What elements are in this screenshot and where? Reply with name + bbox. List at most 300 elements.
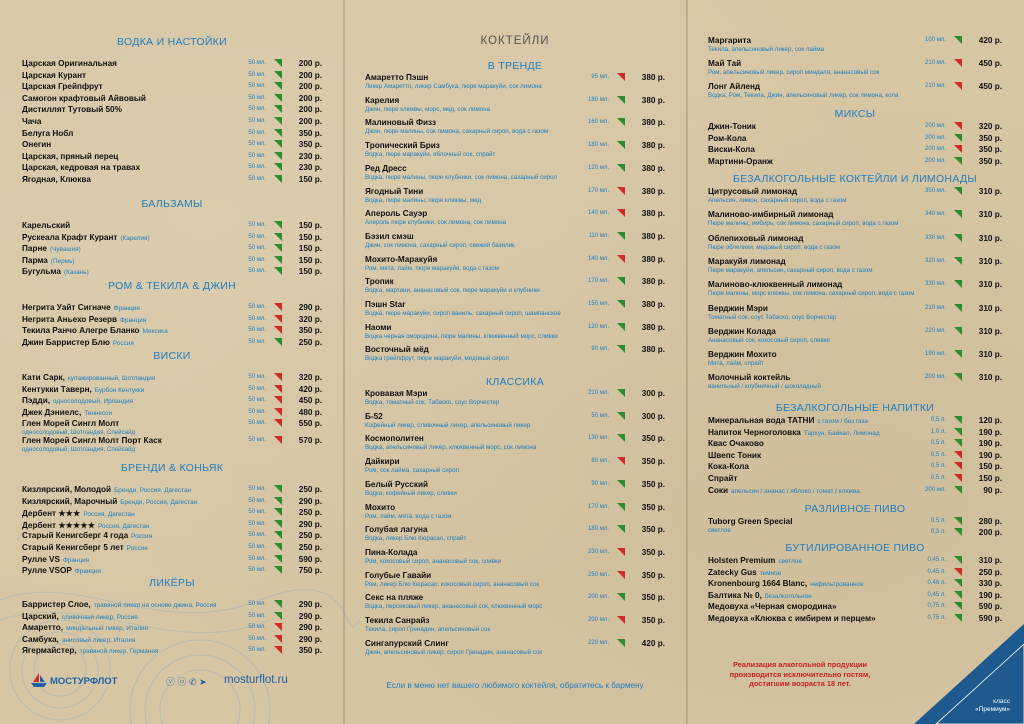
red-triangle-icon (954, 82, 962, 90)
red-triangle-icon (274, 436, 282, 444)
item-name-text: Рулле VS (22, 554, 60, 564)
item-volume: 50 мл. (248, 245, 266, 252)
item-name (22, 267, 89, 276)
item-name (365, 277, 394, 286)
item-price: 750 р. (298, 566, 322, 576)
green-triangle-icon (274, 105, 282, 113)
red-triangle-icon (274, 385, 282, 393)
item-name-text: Царская Оригинальная (22, 59, 117, 68)
item-origin: Россия (131, 533, 153, 541)
item-name-text: Малиново-имбирный лимонад (708, 210, 834, 220)
item-name-text: Старый Кенигсберг 4 года (22, 531, 129, 541)
item-price: 250 р. (298, 485, 322, 494)
item-origin: нефильтрованное (810, 581, 864, 589)
ship-logo-icon (30, 672, 48, 688)
class-label (975, 698, 1010, 714)
item-price: 350 р. (641, 525, 665, 535)
red-triangle-icon (954, 451, 962, 459)
item-volume: 110 мл. (588, 232, 609, 239)
item-name-text: Tuborg Green Special (708, 517, 793, 526)
item-name-text: Май Тай (708, 59, 742, 68)
item-price: 350 р. (978, 156, 1002, 166)
item-volume: 50 мл. (248, 624, 266, 631)
item-name (22, 256, 75, 265)
item-name (708, 187, 797, 196)
item-description: Томатный сок, соус Табаско, соус Ворчестер (708, 313, 837, 321)
item-volume: 200 мл. (925, 486, 946, 493)
item-description: Мята, лайм, спрайт (708, 360, 764, 368)
item-volume: 50 мл. (248, 106, 266, 113)
green-triangle-icon (954, 350, 962, 358)
item-name-text: Глен Морей Сингл Молт Порт Каск (22, 435, 162, 445)
item-price: 90 р. (983, 485, 1002, 495)
item-volume: 50 мл. (248, 83, 266, 90)
item-price: 120 р. (978, 416, 1002, 425)
item-volume: 330 мл. (925, 281, 946, 288)
telegram-icon[interactable]: ➤ (199, 677, 207, 687)
section-title: БЕЗАЛКОГОЛЬНЫЕ НАПИТКИ (775, 402, 935, 414)
item-name-text: Сингапурский Слинг (365, 638, 449, 648)
item-origin: сливочный ликер, Россия (61, 613, 138, 621)
item-volume: 200 мл. (925, 374, 946, 381)
item-description: Джин, пюре малины, сок лимона, сахарный сироп, вода с газом (365, 128, 549, 136)
item-name-text: Маракуйя лимонад (708, 256, 786, 266)
item-volume: 50 мл. (248, 601, 266, 607)
green-triangle-icon (617, 141, 625, 149)
item-name (22, 140, 51, 149)
item-origin: Франция (120, 316, 147, 324)
item-price: 150 р. (298, 255, 322, 265)
green-triangle-icon (274, 71, 282, 79)
item-price: 350 р. (641, 616, 665, 625)
item-name (365, 639, 449, 648)
item-origin: Россия, Дагестан (98, 522, 150, 530)
item-volume: 50 мл. (248, 532, 266, 539)
green-triangle-icon (954, 428, 962, 436)
item-price: 310 р. (978, 556, 1002, 565)
item-price: 230 р. (298, 151, 322, 161)
red-triangle-icon (274, 396, 282, 404)
red-triangle-icon (954, 122, 962, 130)
section-title: РАЗЛИВНОЕ ПИВО (804, 503, 906, 515)
item-name-text: Ягодный Тини (365, 186, 424, 196)
bartender-note: Если в меню нет вашего любимого коктейля, обратитесь к бармену (386, 681, 644, 690)
red-triangle-icon (954, 568, 962, 576)
item-name (22, 508, 135, 518)
item-name-text: Кизлярский, Марочный (22, 496, 118, 506)
item-volume: 90 мл. (591, 480, 609, 487)
item-price: 590 р. (978, 602, 1002, 612)
green-triangle-icon (954, 280, 962, 288)
item-name-text: Джин-Тоник (708, 122, 756, 131)
green-triangle-icon (954, 304, 962, 312)
item-name (22, 105, 122, 114)
green-triangle-icon (274, 59, 282, 67)
item-price: 300 р. (641, 411, 665, 421)
item-volume: 210 мл. (925, 60, 946, 66)
item-name (365, 164, 407, 173)
item-name-text: Самбука, (22, 634, 59, 644)
item-name-text: Карелия (365, 95, 400, 105)
item-volume: 120 мл. (588, 164, 609, 171)
item-name (365, 73, 428, 82)
item-origin: Теннесси (84, 409, 112, 417)
item-description: Водка, пюре маракуйи, яблочный сок, спрайт (365, 151, 496, 159)
item-name-text: Бугульма (22, 267, 61, 277)
green-triangle-icon (954, 614, 962, 622)
item-name-text: Верджин Мэри (708, 303, 768, 313)
item-name (365, 96, 399, 105)
item-description: ванильный / клубничный / шоколадный (708, 383, 821, 391)
item-price: 380 р. (641, 209, 665, 219)
item-name (708, 327, 776, 336)
item-name-text: Текила Санрайз (365, 616, 430, 625)
section-title: В ТРЕНДЕ (487, 60, 543, 72)
red-triangle-icon (954, 474, 962, 482)
item-volume: 120 мл. (588, 323, 609, 330)
ok-icon[interactable]: ⓞ (177, 677, 187, 687)
item-volume: 50 мл. (248, 71, 266, 78)
green-triangle-icon (617, 525, 625, 533)
item-name-text: Мохито-Маракуйя (365, 254, 438, 264)
item-name-text: Рускеала Крафт Курант (22, 232, 118, 242)
item-volume: 200 мл. (588, 594, 609, 601)
red-triangle-icon (274, 623, 282, 631)
item-price: 320 р. (298, 314, 322, 324)
item-volume: 330 мл. (925, 234, 946, 241)
red-triangle-icon (954, 59, 962, 67)
item-name (365, 616, 429, 625)
green-triangle-icon (954, 579, 962, 587)
green-triangle-icon (617, 232, 625, 240)
green-triangle-icon (954, 327, 962, 335)
item-volume: 50 мл. (248, 520, 266, 527)
item-name (22, 485, 191, 494)
section-title: БЕЗАЛКОГОЛЬНЫЕ КОКТЕЙЛИ И ЛИМОНАДЫ (733, 173, 977, 185)
item-name-text: Наоми (365, 322, 392, 332)
item-price: 350 р. (641, 547, 665, 557)
item-name-text: Белый Русский (365, 479, 429, 489)
item-price: 350 р. (641, 434, 665, 444)
red-triangle-icon (274, 408, 282, 416)
green-triangle-icon (617, 503, 625, 511)
item-volume: 210 мл. (925, 83, 946, 89)
item-name-text: Кентукки Таверн, (22, 384, 92, 394)
item-volume: 50 мл. (248, 152, 266, 159)
section-title: МИКСЫ (834, 108, 876, 120)
item-name-text: Царская, кедровая на травах (22, 163, 141, 173)
item-price: 310 р. (978, 280, 1002, 290)
item-name-text: Напиток Черноголовка (708, 427, 801, 437)
item-name (22, 436, 162, 445)
item-description: Водка, персиковый ликер, ананасовый сок, клюквенный морс (365, 603, 543, 611)
item-volume: 50 мл. (248, 338, 266, 345)
item-price: 150 р. (298, 232, 322, 242)
vk-icon[interactable]: ⓥ (166, 677, 176, 687)
column-spirits (22, 0, 322, 724)
column-cocktails (365, 0, 665, 724)
item-name-text: Самогон крафтовый Айвовый (22, 93, 146, 103)
item-name (365, 118, 436, 127)
item-name-text: Джек Дэниелс, (22, 407, 82, 417)
green-triangle-icon (274, 117, 282, 125)
item-volume: 95 мл. (591, 74, 609, 80)
item-origin: травяной ликер, Германия (79, 648, 159, 656)
item-origin: Мексика (142, 328, 168, 336)
green-triangle-icon (274, 163, 282, 171)
green-triangle-icon (954, 36, 962, 44)
item-volume: 50 мл. (248, 497, 266, 504)
item-description: Водка, апельсиновый ликер, клюквенный морс, сок лимона (365, 444, 537, 452)
item-name (708, 134, 746, 143)
item-name (708, 451, 761, 460)
item-name (22, 385, 144, 394)
fold-line (686, 0, 688, 724)
item-volume: 140 мл. (588, 210, 609, 217)
item-volume: 0,3 л. (930, 529, 946, 535)
green-triangle-icon (617, 96, 625, 104)
item-description: Водка, мартини, ананасовый сок, пюре маракуйи и клубники (365, 287, 540, 295)
item-origin: Франция (62, 556, 90, 564)
section-title: ВИСКИ (153, 350, 191, 362)
item-name-text: Пэдди, (22, 396, 51, 406)
item-name-text: Holsten Premium (708, 556, 776, 565)
item-price: 380 р. (641, 73, 665, 82)
item-name (365, 457, 400, 466)
green-triangle-icon (274, 566, 282, 574)
item-price: 290 р. (298, 623, 322, 633)
item-volume: 0,5 л. (930, 475, 946, 481)
item-volume: 50 мл. (248, 509, 266, 516)
item-price: 230 р. (298, 163, 322, 173)
item-price: 590 р. (978, 614, 1002, 623)
section-title: БАЛЬЗАМЫ (141, 198, 203, 210)
item-name-text: Амаретто Пэшн (365, 73, 429, 82)
item-name (708, 257, 786, 266)
item-name-text: Чача (22, 117, 42, 126)
item-name (708, 517, 792, 526)
item-name (22, 612, 138, 621)
item-name-text: Царская Грейпфрут (22, 82, 103, 92)
item-price: 350 р. (641, 502, 665, 512)
item-volume: 0,75 л. (927, 615, 946, 621)
item-price: 350 р. (978, 145, 1002, 155)
item-price: 190 р. (978, 450, 1002, 460)
item-description: Ром, лайм, мята, вода с газом (365, 512, 452, 520)
item-description: Пюре маракуйи, апельсин, сахарный сироп, вода с газом (708, 266, 873, 274)
green-triangle-icon (274, 497, 282, 505)
item-name (365, 232, 414, 241)
green-triangle-icon (617, 593, 625, 601)
item-name (22, 163, 140, 172)
item-volume: 50 мл. (248, 408, 266, 415)
item-name-text: Голубая лагуна (365, 525, 428, 535)
item-name-text: Б-52 (365, 411, 383, 421)
item-name-text: Мартини-Оранж (708, 156, 773, 166)
item-name-text: Тропик (365, 277, 394, 287)
item-name-text: Старый Кенигсберг 5 лет (22, 543, 124, 552)
item-volume: 50 мл. (248, 315, 266, 322)
red-triangle-icon (617, 73, 625, 81)
item-name-text: Глен Морей Сингл Молт (22, 419, 120, 429)
green-triangle-icon (274, 555, 282, 563)
item-origin: анисовый ликер, Италия (61, 636, 136, 644)
item-origin: Россия, Дагестан (83, 511, 135, 519)
item-name-text: Дербент ★★★★★ (22, 520, 96, 530)
item-name (22, 543, 148, 552)
green-triangle-icon (617, 323, 625, 331)
green-triangle-icon (274, 267, 282, 275)
item-name-text: Негрита Уайт Сигначе (22, 303, 111, 312)
item-name-text: Молочный коктейль (708, 373, 791, 383)
item-price: 190 р. (978, 439, 1002, 449)
item-name (22, 82, 103, 91)
item-volume: 200 мл. (925, 146, 946, 153)
item-name-text: Пэшн Star (365, 300, 406, 309)
item-origin: безалкогольное (764, 592, 812, 600)
item-price: 150 р. (978, 474, 1002, 483)
item-origin: (Пермь) (50, 257, 75, 265)
item-price: 250 р. (298, 508, 322, 518)
item-origin: Бурбон Кентукки (94, 386, 145, 394)
item-name (22, 221, 70, 230)
item-name-text: Белуга Нобл (22, 128, 74, 138)
item-name (22, 129, 73, 138)
item-volume: 170 мл. (588, 503, 609, 510)
item-price: 380 р. (641, 345, 665, 355)
item-name-text: Zatecky Gus (708, 567, 757, 577)
item-volume: 0,45 л. (927, 591, 946, 598)
item-name-text: Текила Ранчо Алегре Бланко (22, 326, 140, 336)
item-name (708, 579, 864, 588)
item-price: 310 р. (978, 256, 1002, 266)
item-name (708, 439, 764, 448)
item-volume: 0,46 л. (927, 580, 946, 587)
green-triangle-icon (274, 94, 282, 102)
item-description: Ром, мята, лайм, пюре маракуйи, вода с газом (365, 264, 499, 272)
item-name (708, 234, 803, 243)
item-name (708, 428, 880, 437)
item-name (708, 556, 802, 565)
item-name-text: Парне (22, 244, 47, 254)
item-price: 200 р. (298, 117, 322, 126)
item-price: 290 р. (298, 496, 322, 506)
item-description: Ром, ликер Блю Кюрасао, кокосовый сироп, ананасовый сок (365, 580, 540, 588)
green-triangle-icon (274, 600, 282, 608)
section-title: БРЕНДИ & КОНЬЯК (120, 462, 224, 474)
item-price: 420 р. (298, 384, 322, 394)
green-triangle-icon (274, 508, 282, 516)
item-price: 350 р. (298, 140, 322, 150)
brand-name: МОСТУРФЛОТ (50, 676, 118, 687)
item-price: 250 р. (978, 567, 1002, 577)
item-name-text: Балтика № 0, (708, 590, 762, 600)
green-triangle-icon (274, 244, 282, 252)
item-name-text: Квас Очаково (708, 439, 764, 449)
item-description: светлое (708, 527, 731, 534)
red-triangle-icon (617, 209, 625, 217)
item-name (365, 525, 428, 534)
item-name-text: Цитрусовый лимонад (708, 187, 798, 196)
green-triangle-icon (274, 485, 282, 493)
red-triangle-icon (617, 616, 625, 624)
item-price: 320 р. (978, 122, 1002, 131)
item-description: Водка, кофейный ликер, сливки (365, 489, 457, 497)
item-volume: 50 мл. (248, 176, 266, 182)
red-triangle-icon (274, 635, 282, 643)
item-name (22, 531, 152, 540)
green-triangle-icon (274, 612, 282, 620)
item-name-text: Царский, (22, 611, 59, 621)
item-description: Текила, сироп Гренадин, апельсиновый сок (365, 626, 491, 633)
item-description: Водка черная смородина, пюре малины, клюквенный морс, сливки (365, 332, 558, 340)
item-name-text: Барристер Слое, (22, 600, 91, 609)
item-name-text: Апероль Сауэр (365, 209, 428, 219)
item-name (22, 233, 150, 242)
alcohol-note-line: производится исключительно гостям, (729, 669, 871, 679)
item-price: 250 р. (298, 543, 322, 552)
item-volume: 350 мл. (925, 188, 946, 194)
item-price: 380 р. (641, 186, 665, 196)
item-description: Пюре малины, морс клюквы, сок лимона, сахарный сироп, вода с газом (708, 290, 915, 298)
item-price: 320 р. (298, 373, 322, 382)
item-price: 450 р. (978, 59, 1002, 68)
item-origin: Россия (126, 545, 148, 552)
item-origin: миндальный ликер, Италия (66, 625, 148, 633)
item-name (365, 255, 437, 264)
item-price: 420 р. (641, 638, 665, 648)
item-name-text: Тропический Бриз (365, 141, 440, 151)
item-description: Джин, пюре клюквы, морс, мед, сок лимона (365, 105, 491, 113)
item-name (708, 82, 760, 91)
item-price: 200 р. (298, 70, 322, 80)
item-volume: 50 мл. (591, 412, 609, 419)
item-volume: 50 мл. (248, 327, 266, 334)
item-name (365, 323, 391, 332)
item-name-text: Ягермайстер, (22, 646, 77, 656)
item-description: Текила, апельсиновый ликер, сок лайма (708, 46, 825, 53)
item-price: 420 р. (978, 36, 1002, 45)
item-volume: 0,5 л. (930, 417, 946, 423)
item-volume: 0,75 л. (927, 603, 946, 610)
item-description: односолодовый, Шотландия, Спейсайд (22, 445, 136, 453)
section-title: ЛИКЁРЫ (149, 577, 195, 589)
item-name (708, 474, 737, 483)
item-name-text: Верджин Колада (708, 326, 776, 336)
item-volume: 0,5 л. (930, 440, 946, 447)
item-volume: 170 мл. (588, 278, 609, 285)
item-description: Ром, апельсиновый ликер, сироп миндаля, ананасовый сок (708, 69, 880, 76)
item-volume: 180 мл. (588, 526, 609, 533)
item-price: 350 р. (641, 479, 665, 489)
item-price: 280 р. (978, 517, 1002, 526)
item-name-text: Минеральная вода ТАТНИ (708, 416, 815, 425)
item-volume: 180 мл. (588, 96, 609, 103)
item-origin: Тархун, Байкал, Лимонад (803, 429, 880, 437)
website-link[interactable]: mosturflot.ru (224, 674, 288, 686)
item-name (22, 635, 135, 644)
viber-icon[interactable]: ✆ (189, 677, 197, 687)
green-triangle-icon (617, 480, 625, 488)
item-name (365, 434, 424, 443)
item-name-text: Швепс Тоник (708, 450, 762, 460)
item-name (708, 157, 773, 166)
green-triangle-icon (274, 531, 282, 539)
item-price: 290 р. (298, 611, 322, 621)
item-name-text: Медовуха «Клюква с имбирем и перцем» (708, 614, 876, 623)
class-label-line: «Премиум» (975, 706, 1010, 713)
item-volume: 0,5 л. (930, 451, 946, 458)
